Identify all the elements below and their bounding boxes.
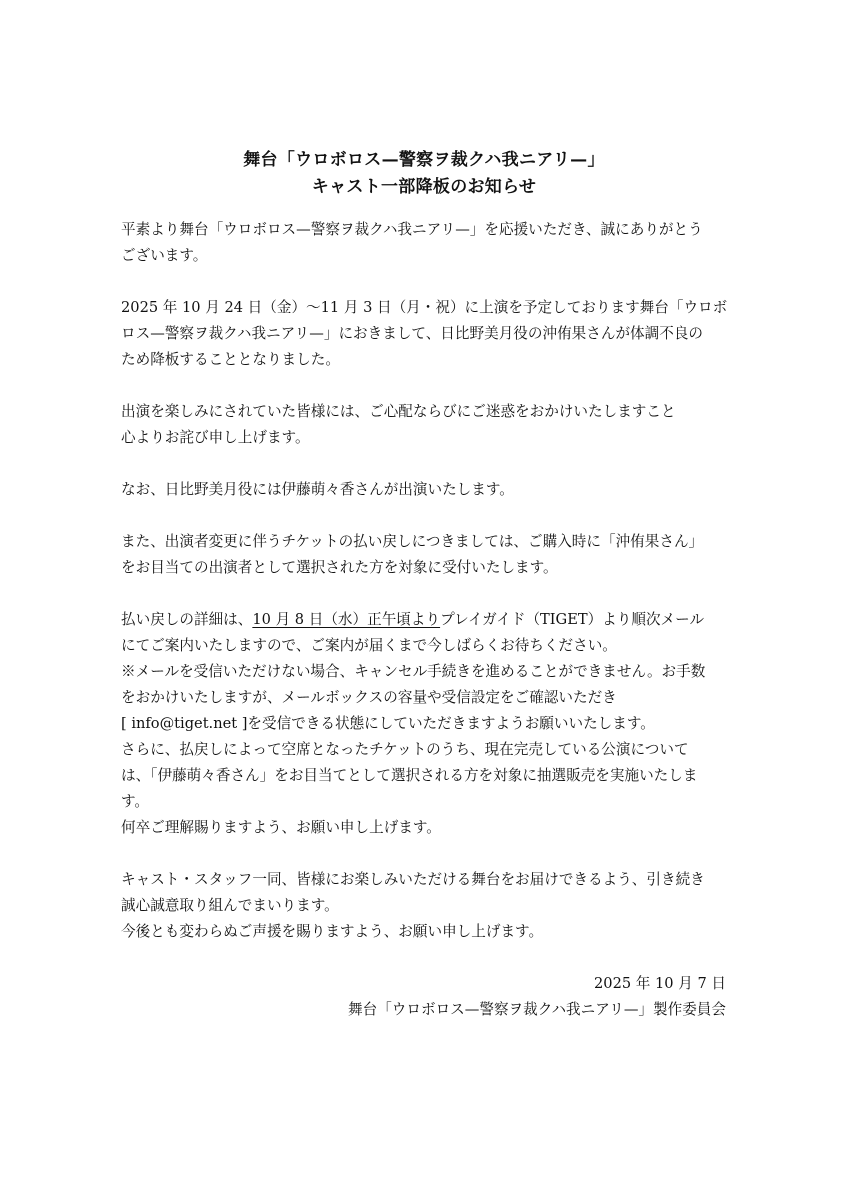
paragraph-7-line-3: 今後とも変わらぬご声援を賜りますよう、お願い申し上げます。 bbox=[121, 923, 544, 940]
paragraph-6-line-4: をおかけいたしますが、メールボックスの容量や受信設定をご確認いただき bbox=[121, 689, 617, 706]
paragraph-2-line-1: 2025 年 10 月 24 日（金）〜11 月 3 日（月・祝）に上演を予定しております舞台「ウロボ bbox=[121, 299, 728, 316]
document-subtitle: キャスト一部降板のお知らせ bbox=[311, 177, 537, 197]
paragraph-6-line-2: にてご案内いたしますので、ご案内が届くまで今しばらくお待ちください。 bbox=[121, 637, 617, 654]
paragraph-7-line-1: キャスト・スタッフ一同、皆様にお楽しみいただける舞台をお届けできるよう、引き続き bbox=[121, 871, 705, 888]
paragraph-6-line-5-email: [ info@tiget.net ]を受信できる状態にしていただきますようお願いいたします。 bbox=[121, 715, 655, 732]
paragraph-6-line-9: 何卒ご理解賜りますよう、お願い申し上げます。 bbox=[121, 819, 441, 836]
paragraph-6-line-6: さらに、払戻しによって空席となったチケットのうち、現在完売している公演について bbox=[121, 741, 689, 758]
paragraph-3-line-1: 出演を楽しみにされていた皆様には、ご心配ならびにご迷惑をおかけいたしますこと bbox=[121, 403, 676, 420]
paragraph-7-line-2: 誠心誠意取り組んでまいります。 bbox=[121, 897, 339, 914]
paragraph-6-line-3: ※メールを受信いただけない場合、キャンセル手続きを進めることができません。お手数 bbox=[121, 663, 706, 680]
document-title: 舞台「ウロボロス—警察ヲ裁クハ我ニアリ—」 bbox=[243, 150, 605, 170]
paragraph-2-line-3: ため降板することとなりました。 bbox=[121, 351, 340, 368]
paragraph-6-line-8: す。 bbox=[121, 793, 150, 810]
paragraph-1-line-2: ございます。 bbox=[121, 247, 208, 264]
paragraph-5-line-2: をお目当ての出演者として選択された方を対象に受付いたします。 bbox=[121, 559, 558, 576]
signature-committee: 舞台「ウロボロス—警察ヲ裁クハ我ニアリ—」製作委員会 bbox=[348, 1001, 726, 1018]
refund-details-suffix: プレイガイド（TIGET）より順次メール bbox=[440, 611, 705, 628]
paragraph-2-line-2: ロス—警察ヲ裁クハ我ニアリ—」におきまして、日比野美月役の沖侑果さんが体調不良の bbox=[121, 325, 704, 342]
signature-date: 2025 年 10 月 7 日 bbox=[594, 975, 726, 992]
paragraph-1-line-1: 平素より舞台「ウロボロス—警察ヲ裁クハ我ニアリ—」を応援いただき、誠にありがとう bbox=[121, 221, 703, 238]
paragraph-4-line-1: なお、日比野美月役には伊藤萌々香さんが出演いたします。 bbox=[121, 481, 514, 498]
refund-start-date: 10 月 8 日（水）正午頃より bbox=[252, 611, 441, 628]
paragraph-6-line-7: は、「伊藤萌々香さん」をお目当てとして選択される方を対象に抽選販売を実施いたしま bbox=[121, 767, 698, 784]
paragraph-3-line-2: 心よりお詫び申し上げます。 bbox=[121, 429, 310, 446]
paragraph-6-line-1 bbox=[121, 611, 704, 629]
refund-details-prefix: 払い戻しの詳細は、 bbox=[121, 611, 253, 628]
paragraph-5-line-1: また、出演者変更に伴うチケットの払い戻しにつきましては、ご購入時に「沖侑果さん」 bbox=[121, 533, 704, 550]
